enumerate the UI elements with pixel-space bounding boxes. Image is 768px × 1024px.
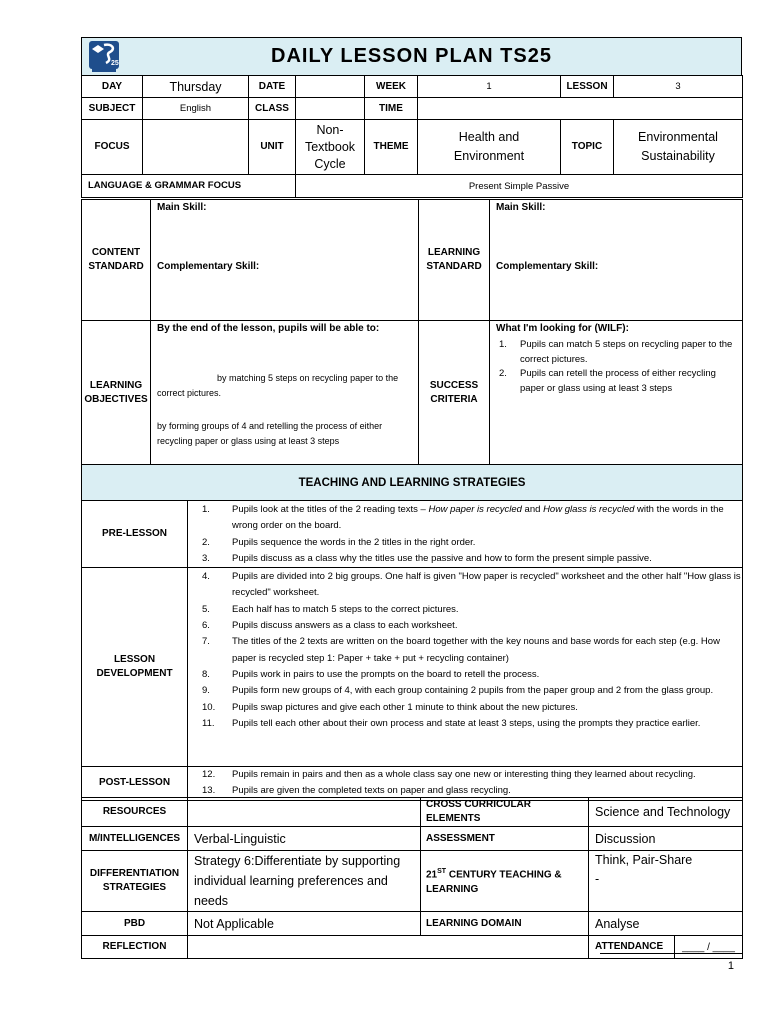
date-label: DATE bbox=[249, 76, 296, 98]
wilf-heading-text: What I'm looking for (WILF): bbox=[496, 323, 629, 334]
list-item bbox=[188, 602, 742, 618]
list-item-number: 11. bbox=[202, 717, 215, 729]
list-item-text: Pupils work in pairs to use the prompts on the board to retell the process. bbox=[232, 668, 540, 680]
post-lesson-cell bbox=[188, 767, 743, 801]
footer-rule bbox=[600, 953, 742, 954]
objectives-heading: By the end of the lesson, pupils will be able to: bbox=[157, 323, 380, 334]
strategies-table bbox=[81, 464, 743, 801]
list-item-text: Pupils form new groups of 4, with each group containing 2 pupils from the paper group and 2 from the glass group. bbox=[232, 685, 714, 697]
century-label-text: CENTURY TEACHING & LEARNING bbox=[426, 869, 562, 895]
list-item bbox=[188, 700, 742, 716]
list-item bbox=[188, 683, 742, 699]
list-item-text: Pupils discuss answers as a class to each worksheet. bbox=[232, 620, 458, 632]
time-label: TIME bbox=[365, 98, 418, 120]
list-item-number: 8. bbox=[202, 668, 210, 680]
learning-domain-label: LEARNING DOMAIN bbox=[421, 912, 589, 936]
svg-text:25: 25 bbox=[111, 59, 119, 67]
list-item-text: Pupils can retell the process of either recycling paper or glass using at least 3 steps bbox=[520, 368, 716, 394]
assessment-label: ASSESSMENT bbox=[421, 827, 589, 851]
list-item-text: Pupils remain in pairs and then as a whole class say one new or interesting thing they learned about recycling. bbox=[232, 769, 696, 781]
standards-table bbox=[81, 199, 743, 465]
content-standard-cell bbox=[151, 200, 419, 321]
day-label: DAY bbox=[82, 76, 143, 98]
list-item-text: The titles of the 2 texts are written on the board together with the key nouns and base words for each step (e.g. How paper is recycled step 1: Paper + take + put + recycling container) bbox=[232, 636, 720, 664]
pre-lesson-label: PRE-LESSON bbox=[82, 501, 188, 568]
list-item-number: 13. bbox=[202, 785, 216, 797]
list-item bbox=[188, 551, 742, 567]
list-item-text: Pupils sequence the words in the 2 titles in the right order. bbox=[232, 536, 476, 548]
century-label-suffix: ST bbox=[437, 868, 447, 876]
list-item-text: Pupils are divided into 2 big groups. One half is given "How paper is recycled" worksheet and the other half "How glass is recycled" worksheet. bbox=[232, 571, 741, 599]
list-item-text: Pupils tell each other about their own process and state at least 3 steps, using the prompts they practice earlier. bbox=[232, 717, 701, 729]
list-item-text: and bbox=[521, 504, 544, 515]
grammar-value: Present Simple Passive bbox=[296, 175, 743, 198]
list-item bbox=[490, 367, 736, 396]
century-learning-line-1: Think, Pair-Share bbox=[595, 853, 693, 867]
objective-2: by forming groups of 4 and retelling the process of either recycling paper or glass using at least 3 steps bbox=[157, 421, 383, 446]
list-item-text: with the words in the wrong order on the board. bbox=[232, 504, 724, 532]
success-criteria-label: SUCCESS CRITERIA bbox=[419, 321, 490, 465]
grammar-label: LANGUAGE & GRAMMAR FOCUS bbox=[82, 175, 296, 198]
century-learning-label bbox=[421, 851, 589, 912]
list-item-text: Each half has to match 5 steps to the correct pictures. bbox=[232, 603, 459, 615]
objectives-cell bbox=[151, 321, 419, 465]
content-main-skill: Main Skill: bbox=[157, 202, 207, 213]
logo-cell bbox=[82, 38, 127, 76]
reflection-label: REFLECTION bbox=[82, 936, 188, 959]
wilf-heading bbox=[496, 323, 629, 334]
list-item-text: Pupils are given the completed texts on paper and glass recycling. bbox=[232, 785, 511, 797]
focus-value bbox=[143, 120, 249, 175]
learning-standard-cell bbox=[490, 200, 743, 321]
lesson-development-list bbox=[188, 569, 742, 732]
header-table bbox=[81, 37, 742, 76]
list-item-number: 5. bbox=[202, 603, 210, 615]
reflection-value bbox=[188, 936, 589, 959]
list-item-number: 6. bbox=[202, 620, 210, 632]
list-item bbox=[188, 767, 742, 783]
list-item bbox=[188, 502, 742, 535]
lesson-development-cell bbox=[188, 568, 743, 767]
list-item-text: Pupils can match 5 steps on recycling paper to the correct pictures. bbox=[520, 339, 733, 365]
list-item bbox=[188, 716, 742, 732]
info-table bbox=[81, 75, 743, 198]
date-value bbox=[296, 76, 365, 98]
learning-main-skill: Main Skill: bbox=[496, 202, 546, 213]
bottom-table bbox=[81, 797, 743, 959]
list-item-text: Pupils look at the titles of the 2 reading texts – bbox=[232, 504, 429, 515]
pre-lesson-cell bbox=[188, 501, 743, 568]
list-item-number: 3. bbox=[202, 552, 210, 564]
list-item-number: 12. bbox=[202, 769, 216, 781]
list-item bbox=[188, 634, 742, 667]
list-item bbox=[188, 667, 742, 683]
school-logo-icon bbox=[84, 39, 124, 75]
day-value: Thursday bbox=[143, 76, 249, 98]
theme-label: THEME bbox=[365, 120, 418, 175]
century-learning-value bbox=[589, 851, 743, 912]
success-criteria-list bbox=[490, 338, 736, 396]
class-label: CLASS bbox=[249, 98, 296, 120]
resources-value bbox=[188, 798, 421, 827]
list-item-number: 10. bbox=[202, 701, 216, 713]
subject-value: English bbox=[143, 98, 249, 120]
subject-label: SUBJECT bbox=[82, 98, 143, 120]
list-item bbox=[490, 338, 736, 367]
attendance-value: ____ / ____ bbox=[675, 936, 743, 959]
learning-complementary-skill: Complementary Skill: bbox=[496, 261, 599, 272]
learning-standard-label: LEARNING STANDARD bbox=[419, 200, 490, 321]
list-item-number: 2. bbox=[499, 368, 507, 379]
list-item-number: 2. bbox=[202, 536, 210, 548]
reading-title-glass: How glass is recycled bbox=[543, 504, 635, 515]
time-value bbox=[418, 98, 743, 120]
topic-value: Environmental Sustainability bbox=[614, 120, 743, 175]
pbd-label: PBD bbox=[82, 912, 188, 936]
multiple-intelligences-label: M/INTELLIGENCES bbox=[82, 827, 188, 851]
content-standard-label: CONTENT STANDARD bbox=[82, 200, 151, 321]
list-item bbox=[188, 569, 742, 602]
lesson-value: 3 bbox=[614, 76, 743, 98]
success-criteria-cell bbox=[490, 321, 743, 465]
post-lesson-label: POST-LESSON bbox=[82, 767, 188, 801]
resources-label: RESOURCES bbox=[82, 798, 188, 827]
lesson-development-label: LESSON DEVELOPMENT bbox=[82, 568, 188, 767]
list-item-number: 1. bbox=[499, 339, 507, 350]
week-label: WEEK bbox=[365, 76, 418, 98]
list-item-text: Pupils discuss as a class why the titles use the passive and how to form the present simple passive. bbox=[232, 552, 652, 564]
differentiation-label: DIFFERENTIATION STRATEGIES bbox=[82, 851, 188, 912]
objectives-label: LEARNING OBJECTIVES bbox=[82, 321, 151, 465]
strategies-title: TEACHING AND LEARNING STRATEGIES bbox=[82, 465, 743, 501]
list-item-number: 1. bbox=[202, 504, 210, 515]
differentiation-value: Strategy 6:Differentiate by supporting individual learning preferences and needs bbox=[188, 851, 421, 912]
century-label-number: 21 bbox=[426, 869, 438, 881]
list-item-text: Pupils swap pictures and give each other 1 minute to think about the new pictures. bbox=[232, 701, 578, 713]
cross-curricular-value: Science and Technology bbox=[589, 798, 743, 827]
lesson-label: LESSON bbox=[561, 76, 614, 98]
page-title: DAILY LESSON PLAN TS25 bbox=[126, 38, 742, 76]
focus-label: FOCUS bbox=[82, 120, 143, 175]
reading-title-paper: How paper is recycled bbox=[428, 504, 522, 515]
topic-label: TOPIC bbox=[561, 120, 614, 175]
unit-value: Non-Textbook Cycle bbox=[296, 120, 365, 175]
century-learning-line-2: - bbox=[595, 872, 600, 886]
cross-curricular-label: CROSS CURRICULAR ELEMENTS bbox=[421, 798, 589, 827]
theme-value: Health and Environment bbox=[418, 120, 561, 175]
attendance-label: ATTENDANCE bbox=[589, 936, 675, 959]
pre-lesson-list bbox=[188, 502, 742, 567]
class-value bbox=[296, 98, 365, 120]
page-number: 1 bbox=[727, 960, 734, 972]
learning-domain-value: Analyse bbox=[589, 912, 743, 936]
post-lesson-list bbox=[188, 767, 742, 800]
unit-label: UNIT bbox=[249, 120, 296, 175]
list-item-number: 4. bbox=[202, 571, 210, 583]
assessment-value: Discussion bbox=[589, 827, 743, 851]
list-item-number: 9. bbox=[202, 685, 210, 697]
week-value: 1 bbox=[418, 76, 561, 98]
list-item bbox=[188, 535, 742, 551]
list-item bbox=[188, 618, 742, 634]
multiple-intelligences-value: Verbal-Linguistic bbox=[188, 827, 421, 851]
list-item-number: 7. bbox=[202, 636, 210, 648]
content-complementary-skill: Complementary Skill: bbox=[157, 261, 260, 272]
pbd-value: Not Applicable bbox=[188, 912, 421, 936]
objective-1: by matching 5 steps on recycling paper to the correct pictures. bbox=[157, 373, 399, 398]
